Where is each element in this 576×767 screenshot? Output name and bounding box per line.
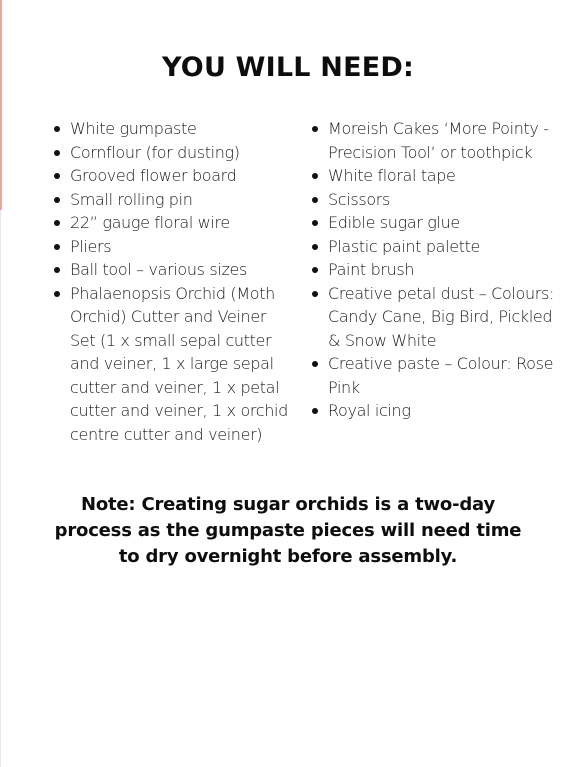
list-item-text: Pliers	[70, 236, 112, 256]
list-item-text: Phalaenopsis Orchid (Moth Orchid) Cutter and Veiner Set (1 x small sepal cutter and veiner, 1 x large sepal cutter and veiner, 1 x petal cutter and veiner, 1 x orchid centre cutter and veiner)	[70, 283, 288, 444]
bullet-icon	[54, 220, 60, 226]
list-item-text: White floral tape	[328, 166, 456, 185]
list-item-text: Edible sugar glue	[328, 213, 460, 232]
list-item-text: Cornflour (for dusting)	[70, 142, 240, 162]
bullet-icon	[312, 291, 318, 297]
list-item-text: White gumpaste	[70, 119, 197, 138]
list-item	[328, 211, 568, 235]
bullet-icon	[312, 197, 318, 203]
list-item	[70, 188, 292, 212]
list-item	[70, 141, 292, 165]
page-edge-accent	[0, 0, 2, 210]
list-item	[328, 117, 568, 164]
bullet-icon	[54, 126, 60, 132]
list-item-text: Small rolling pin	[70, 189, 193, 209]
bullet-icon	[54, 197, 60, 203]
bullet-icon	[54, 150, 60, 156]
bullet-icon	[312, 244, 318, 250]
list-item	[328, 352, 568, 399]
list-item-text: Creative paste – Colour: Rose Pink	[328, 354, 554, 397]
list-item	[70, 258, 292, 282]
list-item-text: Plastic paint palette	[328, 236, 481, 256]
list-item-text: Royal icing	[328, 401, 411, 420]
bullet-icon	[312, 173, 318, 179]
bullet-icon	[312, 220, 318, 226]
bullet-icon	[312, 267, 318, 273]
list-item-text: Moreish Cakes ‘More Pointy - Precision Tool’ or toothpick	[328, 119, 549, 162]
bullet-icon	[54, 173, 60, 179]
list-item	[328, 188, 568, 212]
page-title: YOU WILL NEED:	[162, 52, 414, 83]
list-item	[70, 211, 292, 235]
list-item	[328, 282, 568, 353]
list-item	[70, 164, 292, 188]
list-item	[70, 117, 292, 141]
bullet-icon	[54, 267, 60, 273]
note-text: Note: Creating sugar orchids is a two-day process as the gumpaste pieces will need time to dry overnight before assembly.	[54, 494, 522, 567]
bullet-icon	[54, 291, 60, 297]
bullet-icon	[54, 244, 60, 250]
page-edge-line	[0, 210, 1, 767]
bullet-icon	[312, 408, 318, 414]
bullet-icon	[312, 126, 318, 132]
list-item	[328, 258, 568, 282]
list-item	[70, 282, 292, 447]
list-item-text: Scissors	[328, 189, 390, 209]
list-item-text: Creative petal dust – Colours: Candy Cane, Big Bird, Pickled & Snow White	[328, 283, 554, 350]
supplies-list-right	[328, 117, 568, 423]
list-item-text: 22” gauge floral wire	[70, 213, 230, 232]
list-item-text: Grooved flower board	[70, 166, 237, 185]
list-item	[70, 235, 292, 259]
list-item-text: Paint brush	[328, 260, 415, 279]
list-item-text: Ball tool – various sizes	[70, 260, 247, 279]
bullet-icon	[312, 361, 318, 367]
list-item	[328, 164, 568, 188]
supplies-list-left	[70, 117, 292, 446]
list-item	[328, 235, 568, 259]
list-item	[328, 399, 568, 423]
